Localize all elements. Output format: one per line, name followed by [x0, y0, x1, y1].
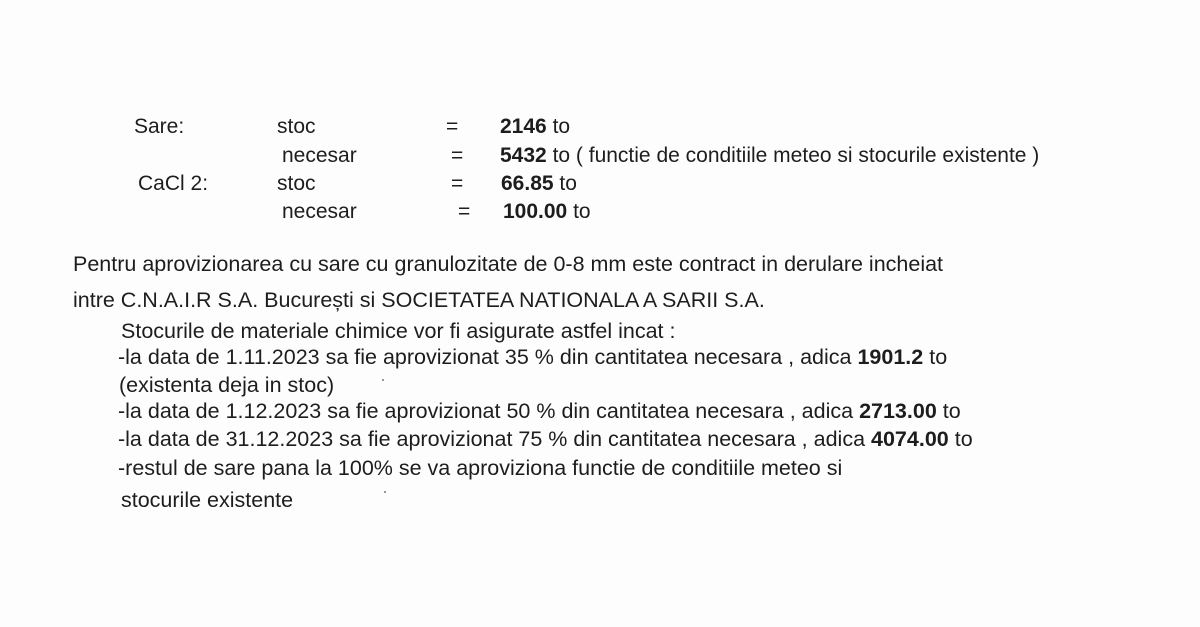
list-item-2-text: -la data de 1.12.2023 sa fie aprovizionat 50 % din cantitatea necesara , adica	[118, 399, 854, 423]
salt-label: Sare:	[134, 115, 185, 138]
salt-stock-label: stoc	[277, 115, 316, 138]
list-item-3	[118, 429, 973, 451]
list-item-2-unit: to	[942, 399, 961, 423]
cacl2-stock-line	[501, 173, 577, 194]
salt-stock-equals: =	[446, 115, 459, 138]
body-line-3: Stocurile de materiale chimice vor fi asigurate astfel incat :	[121, 319, 676, 343]
list-item-3-text: -la data de 31.12.2023 sa fie aprovizionat 75 % din cantitatea necesara , adica	[118, 427, 866, 451]
salt-need-line	[500, 145, 1039, 166]
list-item-2	[118, 401, 961, 423]
list-item-3-value: 4074.00	[871, 427, 949, 451]
list-item-1-continuation: (existenta deja in stoc)	[119, 373, 335, 397]
list-item-4: -restul de sare pana la 100% se va aproviziona functie de conditiile meteo si	[118, 456, 843, 480]
body-line-1: Pentru aprovizionarea cu sare cu granulozitate de 0-8 mm este contract in derulare incheiat	[73, 252, 944, 276]
list-item-2-value: 2713.00	[859, 399, 937, 423]
cacl2-need-equals: =	[458, 200, 471, 223]
salt-stock-line	[500, 116, 570, 137]
cacl2-need-label: necesar	[282, 200, 357, 223]
cacl2-need-unit: to	[573, 200, 591, 223]
salt-stock-unit: to	[552, 115, 571, 138]
salt-need-label: necesar	[282, 144, 357, 167]
list-item-1	[118, 347, 947, 369]
body-line-2: intre C.N.A.I.R S.A. București si SOCIETATEA NATIONALA A SARII S.A.	[73, 288, 765, 312]
cacl2-need-line	[503, 201, 591, 222]
cacl2-label: CaCl 2:	[138, 172, 209, 195]
scan-speck	[384, 491, 386, 493]
list-item-4-continuation: stocurile existente	[121, 488, 294, 512]
cacl2-stock-label: stoc	[277, 172, 316, 195]
salt-need-value: 5432	[500, 144, 547, 167]
list-item-1-unit: to	[929, 345, 948, 369]
cacl2-stock-unit: to	[559, 172, 577, 195]
cacl2-need-value: 100.00	[503, 200, 568, 223]
list-item-3-unit: to	[954, 427, 973, 451]
salt-need-unit: to ( functie de conditiile meteo si stocurile existente )	[552, 144, 1040, 167]
cacl2-stock-equals: =	[451, 172, 464, 195]
scan-speck	[382, 379, 384, 381]
cacl2-stock-value: 66.85	[501, 172, 554, 195]
salt-stock-value: 2146	[500, 115, 547, 138]
list-item-1-text: -la data de 1.11.2023 sa fie aprovizionat 35 % din cantitatea necesara , adica	[118, 345, 852, 369]
list-item-1-value: 1901.2	[857, 345, 924, 369]
salt-need-equals: =	[451, 144, 464, 167]
